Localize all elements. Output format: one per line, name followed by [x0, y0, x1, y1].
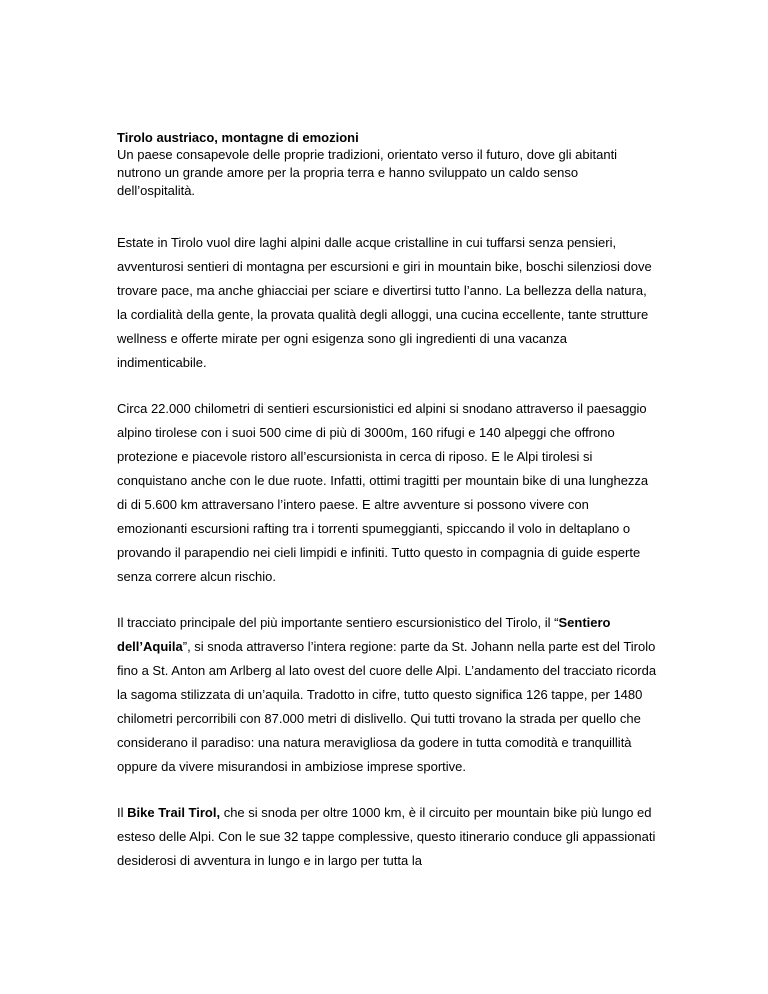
document-title: Tirolo austriaco, montagne di emozioni: [117, 130, 359, 145]
document-page: [117, 129, 657, 873]
paragraph-trails: Circa 22.000 chilometri di sentieri escursionistici ed alpini si snodano attraverso il paesaggio alpino tirolese con i suoi 500 cime di più di 3000m, 160 rifugi e 140 alpeggi che offrono protezione e piacevole ristoro all’escursionista in cerca di riposo. E le Alpi tirolesi si conquistano anche con le due ruote. Infatti, ottimi tragitti per mountain bike di una lunghezza di di 5.600 km attraversano l’intero paese. E altre avventure si possono vivere con emozionanti escursioni rafting tra i torrenti spumeggianti, spiccando il volo in deltaplano o provando il parapendio nei cieli limpidi e infiniti. Tutto questo in compagnia di guide esperte senza correre alcun rischio.: [117, 401, 649, 584]
bike-trail-name: Bike Trail Tirol,: [127, 805, 221, 820]
paragraph-bike-trail-start: Il: [117, 805, 128, 820]
paragraph-bike-trail-end: che si snoda per oltre 1000 km, è il circuito per mountain bike più lungo ed esteso delle Alpi. Con le sue 32 tappe complessive, questo itinerario conduce gli appassionati desiderosi di avventura in lungo e in largo per tutta la: [117, 805, 656, 868]
intro-paragraph: Un paese consapevole delle proprie tradizioni, orientato verso il futuro, dove gli abitanti nutrono un grande amore per la propria terra e hanno sviluppato un caldo senso dell’ospitalità.: [117, 147, 618, 198]
paragraph-eagle-trail-end: ”, si snoda attraverso l’intera regione: parte da St. Johann nella parte est del Tirolo fino a St. Anton am Arlberg al lato ovest del cuore delle Alpi. L’andamento del tracciato ricorda la sagoma stilizzata di un’aquila. Tradotto in cifre, tutto questo significa 126 tappe, per 1480 chilometri percorribili con 87.000 metri di dislivello. Qui tutti trovano la strada per quello che considerano il paradiso: una natura meravigliosa da godere in tutta comodità e tranquillità oppure da vivere misurandosi in ambiziose imprese sportive.: [117, 639, 657, 774]
paragraph-bike-trail: [117, 801, 657, 873]
paragraph-summer: Estate in Tirolo vuol dire laghi alpini dalle acque cristalline in cui tuffarsi senza pensieri, avventurosi sentieri di montagna per escursioni e giri in mountain bike, boschi silenziosi dove trovare pace, ma anche ghiacciai per sciare e divertirsi tutto l’anno. La bellezza della natura, la cordialità della gente, la provata qualità degli alloggi, una cucina eccellente, tante strutture wellness e offerte mirate per ogni esigenza sono gli ingredienti di una vacanza indimenticabile.: [117, 235, 652, 370]
eagle-trail-name: Sentiero dell’Aquila: [117, 615, 611, 654]
paragraph-eagle-trail: [117, 611, 657, 779]
paragraph-eagle-trail-start: Il tracciato principale del più importante sentiero escursionistico del Tirolo, il “: [117, 615, 559, 630]
